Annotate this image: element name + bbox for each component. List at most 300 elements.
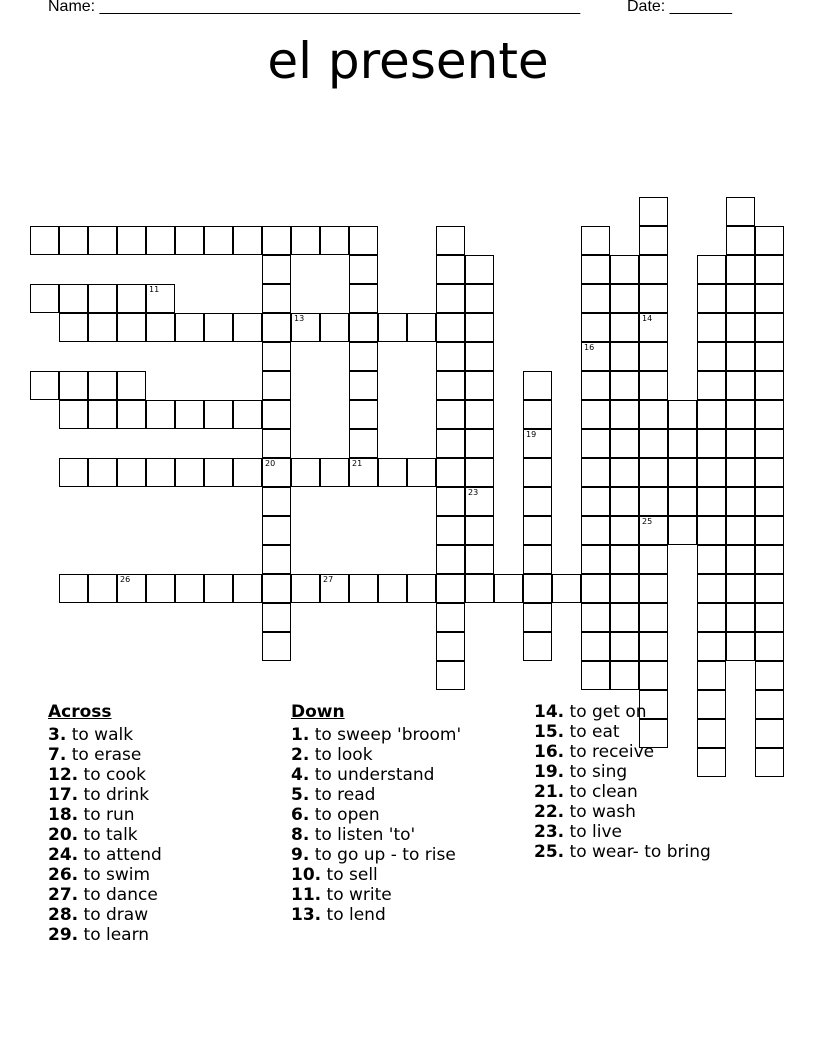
clue-number: 7. [48, 745, 67, 765]
grid-cell[interactable] [349, 284, 378, 313]
grid-cell[interactable] [88, 226, 117, 255]
grid-cell[interactable] [726, 487, 755, 516]
grid-cell[interactable] [668, 487, 697, 516]
grid-cell[interactable] [262, 632, 291, 661]
grid-cell[interactable] [436, 516, 465, 545]
grid-cell[interactable] [436, 545, 465, 574]
grid-cell[interactable] [581, 545, 610, 574]
grid-cell[interactable] [204, 313, 233, 342]
grid-cell[interactable] [523, 545, 552, 574]
grid-cell[interactable] [552, 574, 581, 603]
grid-cell[interactable] [726, 516, 755, 545]
grid-cell[interactable] [465, 342, 494, 371]
grid-cell[interactable] [639, 313, 668, 342]
clue-text: to draw [78, 905, 149, 925]
grid-cell[interactable] [581, 632, 610, 661]
grid-cell[interactable] [581, 284, 610, 313]
grid-cell[interactable] [59, 284, 88, 313]
grid-cell[interactable] [59, 313, 88, 342]
grid-cell[interactable] [755, 255, 784, 284]
grid-cell[interactable] [262, 429, 291, 458]
grid-cell[interactable] [610, 545, 639, 574]
grid-cell[interactable] [262, 516, 291, 545]
grid-cell[interactable] [320, 574, 349, 603]
grid-cell[interactable] [668, 400, 697, 429]
clue-number: 8. [291, 825, 310, 845]
grid-cell[interactable] [581, 516, 610, 545]
grid-cell[interactable] [755, 719, 784, 748]
grid-cell[interactable] [349, 458, 378, 487]
grid-cell[interactable] [117, 371, 146, 400]
grid-cell[interactable] [581, 371, 610, 400]
grid-cell[interactable] [465, 429, 494, 458]
grid-cell[interactable] [146, 313, 175, 342]
grid-cell[interactable] [697, 632, 726, 661]
grid-cell[interactable] [755, 400, 784, 429]
grid-cell[interactable] [755, 487, 784, 516]
grid-cell[interactable] [407, 458, 436, 487]
grid-cell[interactable] [639, 574, 668, 603]
down-clue [534, 802, 711, 822]
grid-cell[interactable] [726, 226, 755, 255]
across-clue [48, 885, 162, 905]
grid-cell[interactable] [610, 284, 639, 313]
grid-cell[interactable] [117, 458, 146, 487]
clue-number: 12. [48, 765, 79, 785]
grid-cell[interactable] [610, 487, 639, 516]
across-clue [48, 865, 162, 885]
grid-cell[interactable] [610, 313, 639, 342]
grid-cell[interactable] [262, 487, 291, 516]
grid-cell[interactable] [146, 458, 175, 487]
across-clue [48, 725, 162, 745]
clue-number: 14 [642, 314, 653, 323]
grid-cell[interactable] [262, 400, 291, 429]
grid-cell[interactable] [59, 574, 88, 603]
grid-cell[interactable] [494, 574, 523, 603]
grid-cell[interactable] [88, 400, 117, 429]
grid-cell[interactable] [755, 458, 784, 487]
grid-cell[interactable] [697, 255, 726, 284]
clue-text: to open [309, 805, 380, 825]
clue-text: to dance [78, 885, 158, 905]
grid-cell[interactable] [465, 284, 494, 313]
grid-cell[interactable] [378, 574, 407, 603]
grid-cell[interactable] [610, 371, 639, 400]
grid-cell[interactable] [320, 458, 349, 487]
grid-cell[interactable] [291, 574, 320, 603]
grid-cell[interactable] [117, 400, 146, 429]
grid-cell[interactable] [436, 458, 465, 487]
grid-cell[interactable] [320, 313, 349, 342]
clue-number: 2. [291, 745, 310, 765]
grid-cell[interactable] [697, 574, 726, 603]
down-clue [534, 782, 711, 802]
grid-cell[interactable] [262, 458, 291, 487]
grid-cell[interactable] [233, 458, 262, 487]
grid-cell[interactable] [59, 458, 88, 487]
down-clue [534, 742, 711, 762]
grid-cell[interactable] [465, 458, 494, 487]
grid-cell[interactable] [697, 487, 726, 516]
clue-text: to understand [309, 765, 435, 785]
across-clue [48, 905, 162, 925]
grid-cell[interactable] [407, 313, 436, 342]
grid-cell[interactable] [262, 574, 291, 603]
grid-cell[interactable] [88, 574, 117, 603]
grid-cell[interactable] [697, 516, 726, 545]
grid-cell[interactable] [581, 429, 610, 458]
grid-cell[interactable] [610, 632, 639, 661]
clue-number: 9. [291, 845, 310, 865]
across-clues [48, 702, 162, 945]
grid-cell[interactable] [755, 632, 784, 661]
grid-cell[interactable] [465, 255, 494, 284]
grid-cell[interactable] [349, 255, 378, 284]
grid-cell[interactable] [436, 226, 465, 255]
grid-cell[interactable] [755, 429, 784, 458]
grid-cell[interactable] [697, 429, 726, 458]
grid-cell[interactable] [639, 603, 668, 632]
down-clue [291, 885, 461, 905]
grid-cell[interactable] [378, 458, 407, 487]
grid-cell[interactable] [436, 313, 465, 342]
grid-cell[interactable] [146, 400, 175, 429]
grid-cell[interactable] [726, 574, 755, 603]
grid-cell[interactable] [755, 342, 784, 371]
clue-number: 26 [120, 575, 131, 584]
grid-cell[interactable] [523, 487, 552, 516]
clue-number: 19. [534, 762, 565, 782]
grid-cell[interactable] [523, 458, 552, 487]
grid-cell[interactable] [436, 429, 465, 458]
grid-cell[interactable] [349, 429, 378, 458]
grid-cell[interactable] [175, 313, 204, 342]
grid-cell[interactable] [755, 748, 784, 777]
grid-cell[interactable] [697, 545, 726, 574]
grid-cell[interactable] [610, 342, 639, 371]
grid-cell[interactable] [610, 255, 639, 284]
clue-number: 13 [294, 314, 305, 323]
grid-cell[interactable] [639, 255, 668, 284]
grid-cell[interactable] [726, 632, 755, 661]
clue-text: to wear- to bring [564, 842, 711, 862]
grid-cell[interactable] [610, 516, 639, 545]
grid-cell[interactable] [204, 226, 233, 255]
grid-cell[interactable] [726, 371, 755, 400]
grid-cell[interactable] [146, 284, 175, 313]
grid-cell[interactable] [581, 487, 610, 516]
grid-cell[interactable] [30, 371, 59, 400]
grid-cell[interactable] [523, 632, 552, 661]
grid-cell[interactable] [436, 632, 465, 661]
grid-cell[interactable] [581, 458, 610, 487]
clue-number: 13. [291, 905, 322, 925]
grid-cell[interactable] [755, 313, 784, 342]
grid-cell[interactable] [523, 603, 552, 632]
grid-cell[interactable] [755, 690, 784, 719]
grid-cell[interactable] [610, 661, 639, 690]
grid-cell[interactable] [523, 400, 552, 429]
grid-cell[interactable] [320, 226, 349, 255]
clue-number: 21 [352, 459, 363, 468]
grid-cell[interactable] [436, 400, 465, 429]
grid-cell[interactable] [291, 226, 320, 255]
grid-cell[interactable] [726, 284, 755, 313]
grid-cell[interactable] [610, 429, 639, 458]
grid-cell[interactable] [117, 284, 146, 313]
grid-cell[interactable] [639, 197, 668, 226]
grid-cell[interactable] [639, 487, 668, 516]
clue-text: to talk [78, 825, 138, 845]
grid-cell[interactable] [639, 226, 668, 255]
grid-cell[interactable] [581, 661, 610, 690]
grid-cell[interactable] [262, 284, 291, 313]
grid-cell[interactable] [88, 313, 117, 342]
grid-cell[interactable] [88, 458, 117, 487]
clue-number: 1. [291, 725, 310, 745]
grid-cell[interactable] [581, 603, 610, 632]
grid-cell[interactable] [291, 458, 320, 487]
grid-cell[interactable] [407, 574, 436, 603]
grid-cell[interactable] [436, 284, 465, 313]
grid-cell[interactable] [436, 255, 465, 284]
grid-cell[interactable] [610, 574, 639, 603]
grid-cell[interactable] [610, 400, 639, 429]
grid-cell[interactable] [146, 226, 175, 255]
grid-cell[interactable] [639, 429, 668, 458]
grid-cell[interactable] [726, 603, 755, 632]
across-clue [48, 825, 162, 845]
grid-cell[interactable] [117, 574, 146, 603]
grid-cell[interactable] [697, 458, 726, 487]
grid-cell[interactable] [610, 603, 639, 632]
clue-number: 27. [48, 885, 79, 905]
grid-cell[interactable] [581, 226, 610, 255]
grid-cell[interactable] [436, 342, 465, 371]
clue-text: to drink [78, 785, 150, 805]
grid-cell[interactable] [523, 574, 552, 603]
grid-cell[interactable] [465, 400, 494, 429]
grid-cell[interactable] [639, 516, 668, 545]
clue-text: to wash [564, 802, 636, 822]
grid-cell[interactable] [755, 574, 784, 603]
grid-cell[interactable] [726, 429, 755, 458]
grid-cell[interactable] [349, 226, 378, 255]
grid-cell[interactable] [262, 226, 291, 255]
grid-cell[interactable] [581, 342, 610, 371]
grid-cell[interactable] [726, 197, 755, 226]
grid-cell[interactable] [262, 342, 291, 371]
grid-cell[interactable] [117, 226, 146, 255]
date-line[interactable]: Date: _______ [627, 0, 732, 15]
page-title: el presente [267, 32, 549, 90]
grid-cell[interactable] [262, 255, 291, 284]
grid-cell[interactable] [639, 284, 668, 313]
grid-cell[interactable] [465, 574, 494, 603]
grid-cell[interactable] [523, 371, 552, 400]
grid-cell[interactable] [233, 313, 262, 342]
grid-cell[interactable] [465, 487, 494, 516]
grid-cell[interactable] [378, 313, 407, 342]
grid-cell[interactable] [436, 661, 465, 690]
grid-cell[interactable] [204, 458, 233, 487]
grid-cell[interactable] [639, 458, 668, 487]
clue-text: to erase [66, 745, 142, 765]
across-clue [48, 845, 162, 865]
grid-cell[interactable] [175, 400, 204, 429]
clue-number: 18. [48, 805, 79, 825]
grid-cell[interactable] [523, 516, 552, 545]
grid-cell[interactable] [30, 284, 59, 313]
grid-cell[interactable] [581, 574, 610, 603]
grid-cell[interactable] [639, 661, 668, 690]
clue-number: 20. [48, 825, 79, 845]
grid-cell[interactable] [697, 313, 726, 342]
grid-cell[interactable] [88, 371, 117, 400]
grid-cell[interactable] [726, 255, 755, 284]
grid-cell[interactable] [436, 371, 465, 400]
clue-number: 25. [534, 842, 565, 862]
clue-number: 11 [149, 285, 160, 294]
grid-cell[interactable] [465, 313, 494, 342]
grid-cell[interactable] [697, 284, 726, 313]
grid-cell[interactable] [204, 574, 233, 603]
name-line[interactable]: Name: ______________________________________________________ [48, 0, 581, 15]
clue-number: 28. [48, 905, 79, 925]
grid-cell[interactable] [581, 400, 610, 429]
grid-cell[interactable] [88, 284, 117, 313]
clue-number: 6. [291, 805, 310, 825]
grid-cell[interactable] [755, 226, 784, 255]
grid-cell[interactable] [349, 342, 378, 371]
clue-number: 19 [526, 430, 537, 439]
grid-cell[interactable] [697, 371, 726, 400]
grid-cell[interactable] [262, 313, 291, 342]
grid-cell[interactable] [668, 458, 697, 487]
grid-cell[interactable] [117, 313, 146, 342]
grid-cell[interactable] [726, 400, 755, 429]
down-clue [534, 822, 711, 842]
grid-cell[interactable] [349, 313, 378, 342]
clue-number: 16. [534, 742, 565, 762]
grid-cell[interactable] [639, 632, 668, 661]
grid-cell[interactable] [175, 574, 204, 603]
grid-cell[interactable] [755, 284, 784, 313]
clue-number: 26. [48, 865, 79, 885]
clue-text: to run [78, 805, 135, 825]
grid-cell[interactable] [697, 400, 726, 429]
clue-number: 25 [642, 517, 653, 526]
grid-cell[interactable] [30, 226, 59, 255]
clue-text: to lend [321, 905, 386, 925]
grid-cell[interactable] [465, 516, 494, 545]
grid-cell[interactable] [59, 400, 88, 429]
grid-cell[interactable] [755, 661, 784, 690]
grid-cell[interactable] [610, 458, 639, 487]
clue-number: 21. [534, 782, 565, 802]
grid-cell[interactable] [639, 342, 668, 371]
across-clue [48, 745, 162, 765]
grid-cell[interactable] [233, 400, 262, 429]
grid-cell[interactable] [755, 516, 784, 545]
grid-cell[interactable] [349, 371, 378, 400]
down-clue [534, 722, 711, 742]
grid-cell[interactable] [639, 545, 668, 574]
grid-cell[interactable] [291, 313, 320, 342]
grid-cell[interactable] [262, 603, 291, 632]
down-clues [291, 702, 461, 925]
grid-cell[interactable] [436, 603, 465, 632]
down-clue [291, 905, 461, 925]
grid-cell[interactable] [639, 400, 668, 429]
grid-cell[interactable] [262, 371, 291, 400]
grid-cell[interactable] [262, 545, 291, 574]
clue-text: to sweep 'broom' [309, 725, 462, 745]
clue-text: to write [321, 885, 392, 905]
grid-cell[interactable] [581, 313, 610, 342]
grid-cell[interactable] [726, 342, 755, 371]
grid-cell[interactable] [175, 226, 204, 255]
grid-cell[interactable] [668, 429, 697, 458]
grid-cell[interactable] [233, 574, 262, 603]
grid-cell[interactable] [581, 255, 610, 284]
clue-number: 14. [534, 702, 565, 722]
grid-cell[interactable] [755, 545, 784, 574]
grid-cell[interactable] [726, 545, 755, 574]
grid-cell[interactable] [465, 371, 494, 400]
down-clue [291, 825, 461, 845]
grid-cell[interactable] [639, 371, 668, 400]
clue-text: to walk [66, 725, 134, 745]
clue-text: to clean [564, 782, 638, 802]
grid-cell[interactable] [755, 603, 784, 632]
grid-cell[interactable] [233, 226, 262, 255]
grid-cell[interactable] [436, 574, 465, 603]
grid-cell[interactable] [146, 574, 175, 603]
grid-cell[interactable] [523, 429, 552, 458]
down-clue [534, 842, 711, 862]
down-heading: Down [291, 702, 345, 722]
grid-cell[interactable] [726, 458, 755, 487]
clue-text: to get on [564, 702, 647, 722]
across-clue [48, 805, 162, 825]
grid-cell[interactable] [465, 545, 494, 574]
down-clue [534, 702, 711, 722]
grid-cell[interactable] [349, 400, 378, 429]
grid-cell[interactable] [697, 661, 726, 690]
clue-text: to listen 'to' [309, 825, 416, 845]
grid-cell[interactable] [175, 458, 204, 487]
grid-cell[interactable] [668, 516, 697, 545]
grid-cell[interactable] [726, 313, 755, 342]
clue-number: 27 [323, 575, 334, 584]
clue-text: to look [309, 745, 373, 765]
grid-cell[interactable] [697, 342, 726, 371]
grid-cell[interactable] [349, 574, 378, 603]
grid-cell[interactable] [59, 371, 88, 400]
clue-number: 22. [534, 802, 565, 822]
grid-cell[interactable] [697, 603, 726, 632]
clue-text: to attend [78, 845, 162, 865]
grid-cell[interactable] [204, 400, 233, 429]
down-clues-continued [534, 702, 711, 862]
grid-cell[interactable] [59, 226, 88, 255]
down-clue [291, 865, 461, 885]
grid-cell[interactable] [755, 371, 784, 400]
grid-cell[interactable] [436, 487, 465, 516]
across-clue [48, 785, 162, 805]
